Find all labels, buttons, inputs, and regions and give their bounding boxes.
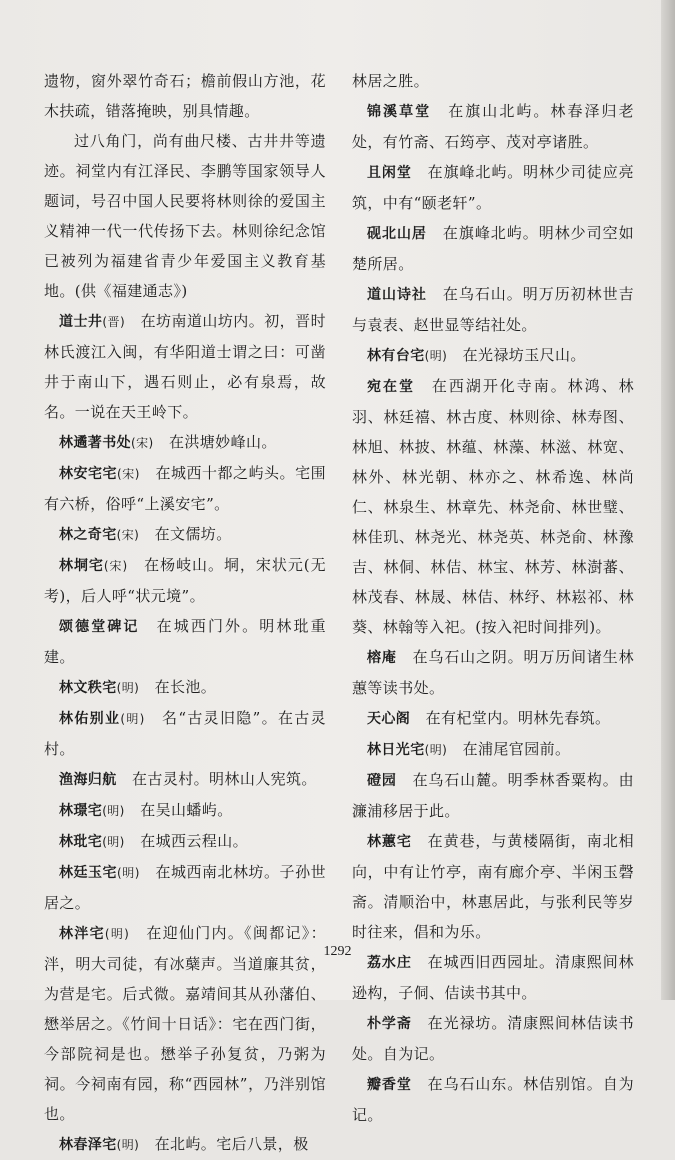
page-spine-shadow bbox=[661, 0, 675, 1000]
entry-dynasty: (明) bbox=[116, 681, 140, 695]
entry-text: 在有杞堂内。明林先春筑。 bbox=[425, 709, 611, 727]
entry-heading: 朴学斋 bbox=[367, 1016, 412, 1032]
entry-text: 在光禄坊。清康熙间林佶读书处。自为记。 bbox=[352, 1014, 635, 1063]
gazetteer-entry bbox=[44, 795, 326, 826]
gazetteer-entry bbox=[352, 734, 634, 765]
entry-dynasty: (明) bbox=[102, 835, 125, 849]
gazetteer-entry bbox=[44, 458, 326, 519]
left-column bbox=[44, 66, 326, 1160]
entry-text: 在旗峰北屿。明林少司空如楚所居。 bbox=[352, 224, 634, 273]
entry-text: 在杨岐山。垌，宋状元(无考)，后人呼“状元境”。 bbox=[44, 556, 327, 605]
entry-text: 在文儒坊。 bbox=[154, 525, 232, 543]
gazetteer-entry bbox=[44, 826, 326, 857]
entry-dynasty: (明) bbox=[424, 349, 448, 363]
entry-heading: 林有台宅 bbox=[367, 348, 425, 364]
paragraph: 林居之胜。 bbox=[352, 72, 430, 90]
entry-heading: 荔水庄 bbox=[367, 955, 412, 971]
entry-heading: 磴园 bbox=[367, 773, 397, 789]
entry-text: 在城西南北林坊。子孙世居之。 bbox=[44, 863, 326, 912]
gazetteer-entry bbox=[44, 672, 326, 703]
entry-heading: 林垌宅 bbox=[59, 558, 104, 574]
entry-dynasty: (宋) bbox=[131, 436, 154, 450]
entry-heading: 林廷玉宅 bbox=[59, 865, 118, 881]
entry-dynasty: (明) bbox=[102, 804, 125, 818]
entry-heading: 道山诗社 bbox=[367, 287, 427, 303]
entry-heading: 瓣香堂 bbox=[367, 1077, 412, 1093]
entry-heading: 林安宅宅 bbox=[59, 466, 118, 482]
entry-text: 在北屿。宅后八景，极 bbox=[154, 1135, 309, 1153]
entry-heading: 林文秩宅 bbox=[59, 680, 117, 696]
entry-dynasty: (宋) bbox=[116, 528, 140, 542]
entry-heading: 林日光宅 bbox=[367, 742, 425, 758]
entry-text: 在城西旧西园址。清康熙间林逊构，子侗、佶读书其中。 bbox=[352, 953, 635, 1002]
entry-text: 在城西门外。明林玭重建。 bbox=[44, 617, 326, 666]
gazetteer-entry bbox=[352, 218, 634, 279]
entry-heading: 锦溪草堂 bbox=[367, 104, 432, 120]
gazetteer-entry bbox=[352, 371, 634, 642]
gazetteer-entry bbox=[352, 96, 634, 157]
gazetteer-entry bbox=[44, 550, 326, 611]
entry-dynasty: (明) bbox=[120, 712, 145, 726]
gazetteer-entry bbox=[352, 157, 634, 218]
gazetteer-entry bbox=[352, 703, 634, 734]
gazetteer-entry bbox=[352, 826, 634, 947]
entry-text: 在浦尾官园前。 bbox=[462, 740, 571, 758]
entry-text: 在乌石山东。林佶别馆。自为记。 bbox=[352, 1075, 635, 1124]
gazetteer-entry bbox=[44, 519, 326, 550]
entry-heading: 林蕙宅 bbox=[367, 834, 412, 850]
gazetteer-entry bbox=[44, 611, 326, 672]
entry-heading: 林佑别业 bbox=[59, 711, 121, 727]
entry-text: 在乌石山。明万历初林世吉与袁表、赵世显等结社处。 bbox=[352, 285, 634, 334]
entry-text: 在城西云程山。 bbox=[140, 832, 248, 850]
entry-text: 在古灵村。明林山人宪筑。 bbox=[132, 770, 317, 788]
entry-text: 在光禄坊玉尺山。 bbox=[462, 346, 586, 364]
entry-text: 在乌石山之阴。明万历间诸生林蕙等读书处。 bbox=[352, 648, 634, 697]
entry-dynasty: (宋) bbox=[117, 467, 140, 481]
entry-heading: 砚北山居 bbox=[367, 226, 427, 242]
gazetteer-entry bbox=[352, 765, 634, 826]
entry-heading: 天心阁 bbox=[367, 711, 411, 727]
entry-text: 在坊南道山坊内。初，晋时林氏渡江入闽，有华阳道士谓之曰：可凿井于南山下，遇石则止，必有泉焉，故名。一说在天王岭下。 bbox=[44, 312, 326, 421]
gazetteer-entry bbox=[352, 1008, 634, 1069]
entry-text: 在长池。 bbox=[154, 678, 217, 696]
entry-text: 在旗山北屿。林春泽归老处，有竹斋、石筠亭、茂对亭诸胜。 bbox=[352, 102, 634, 151]
entry-heading: 榕庵 bbox=[367, 650, 397, 666]
entry-text: 在西湖开化寺南。林鸿、林羽、林廷禧、林古度、林则徐、林寿图、林旭、林披、林蕴、林藻、林滋、林宽、林外、林光朝、林亦之、林希逸、林尚仁、林泉生、林章先、林尧俞、林世璧、林佳玑、林尧光、林尧英、林尧俞、林豫吉、林侗、林佶、林宝、林芳、林澍蕃、林茂春、林晟、林佶、林纾、林崧祁、林葵、林翰等入祀。(按入祀时间排列)。 bbox=[352, 377, 634, 636]
gazetteer-entry bbox=[44, 1129, 326, 1160]
entry-heading: 且闲堂 bbox=[367, 165, 412, 181]
paragraph: 遗物，窗外翠竹奇石；檐前假山方池，花木扶疏，错落掩映，别具情趣。 bbox=[44, 72, 326, 120]
entry-text: 名“古灵旧隐”。在古灵村。 bbox=[44, 709, 326, 758]
entry-text: 在洪塘妙峰山。 bbox=[168, 433, 277, 451]
entry-text: 在迎仙门内。《闽都记》：泮，明大司徒，有冰蘖声。当道廉其贫，为营是宅。后式微。嘉靖间其从孙藩伯、懋举居之。《竹间十日话》：宅在西门街，今部院祠是也。懋举子孙复贫，乃粥为祠。今祠南有园，称“西园林”，乃泮别馆也。 bbox=[44, 924, 326, 1123]
entry-dynasty: (晋) bbox=[102, 315, 126, 329]
entry-dynasty: (明) bbox=[104, 927, 130, 941]
gazetteer-entry bbox=[352, 279, 634, 340]
entry-heading: 颂德堂碑记 bbox=[59, 619, 140, 635]
gazetteer-entry bbox=[44, 703, 326, 764]
entry-text: 在黄巷，与黄楼隔街，南北相向，中有让竹亭，南有廊介亭、半闲玉磬斋。清顺治中，林惠居此，与张利民等岁时往来，倡和为乐。 bbox=[352, 832, 635, 941]
gazetteer-entry bbox=[352, 642, 634, 703]
entry-heading: 渔海归航 bbox=[59, 772, 117, 788]
entry-heading: 林春泽宅 bbox=[59, 1137, 117, 1153]
gazetteer-entry bbox=[44, 857, 326, 918]
gazetteer-entry bbox=[352, 1069, 634, 1130]
paragraph: 过八角门，尚有曲尺楼、古井井等遗迹。祠堂内有江泽民、李鹏等国家领导人题词，号召中国人民要将林则徐的爱国主义精神一代一代传扬下去。林则徐纪念馆已被列为福建省青少年爱国主义教育基地。(供《福建通志》) bbox=[44, 132, 326, 300]
entry-dynasty: (明) bbox=[116, 1138, 140, 1152]
entry-heading: 道士井 bbox=[59, 314, 103, 330]
right-column bbox=[352, 66, 634, 1130]
gazetteer-entry bbox=[44, 764, 326, 795]
entry-dynasty: (明) bbox=[424, 743, 448, 757]
entry-dynasty: (宋) bbox=[103, 559, 128, 573]
entry-text: 在吴山蟠屿。 bbox=[140, 801, 233, 819]
gazetteer-entry bbox=[352, 340, 634, 371]
entry-heading: 宛在堂 bbox=[367, 379, 415, 395]
entry-dynasty: (明) bbox=[117, 866, 140, 880]
entry-heading: 林遹著书处 bbox=[59, 435, 131, 451]
entry-text: 在城西十都之屿头。宅围有六桥，俗呼“上溪安宅”。 bbox=[44, 464, 326, 513]
entry-heading: 林璟宅 bbox=[59, 803, 103, 819]
entry-heading: 林泮宅 bbox=[59, 926, 105, 942]
gazetteer-entry bbox=[44, 306, 326, 427]
entry-heading: 林玭宅 bbox=[59, 834, 103, 850]
gazetteer-entry bbox=[44, 427, 326, 458]
entry-text: 在乌石山麓。明季林香粟构。由濂浦移居于此。 bbox=[352, 771, 634, 820]
entry-heading: 林之奇宅 bbox=[59, 527, 117, 543]
page-number: 1292 bbox=[323, 944, 352, 959]
entry-text: 在旗峰北屿。明林少司徒应亮筑，中有“颐老轩”。 bbox=[352, 163, 635, 212]
